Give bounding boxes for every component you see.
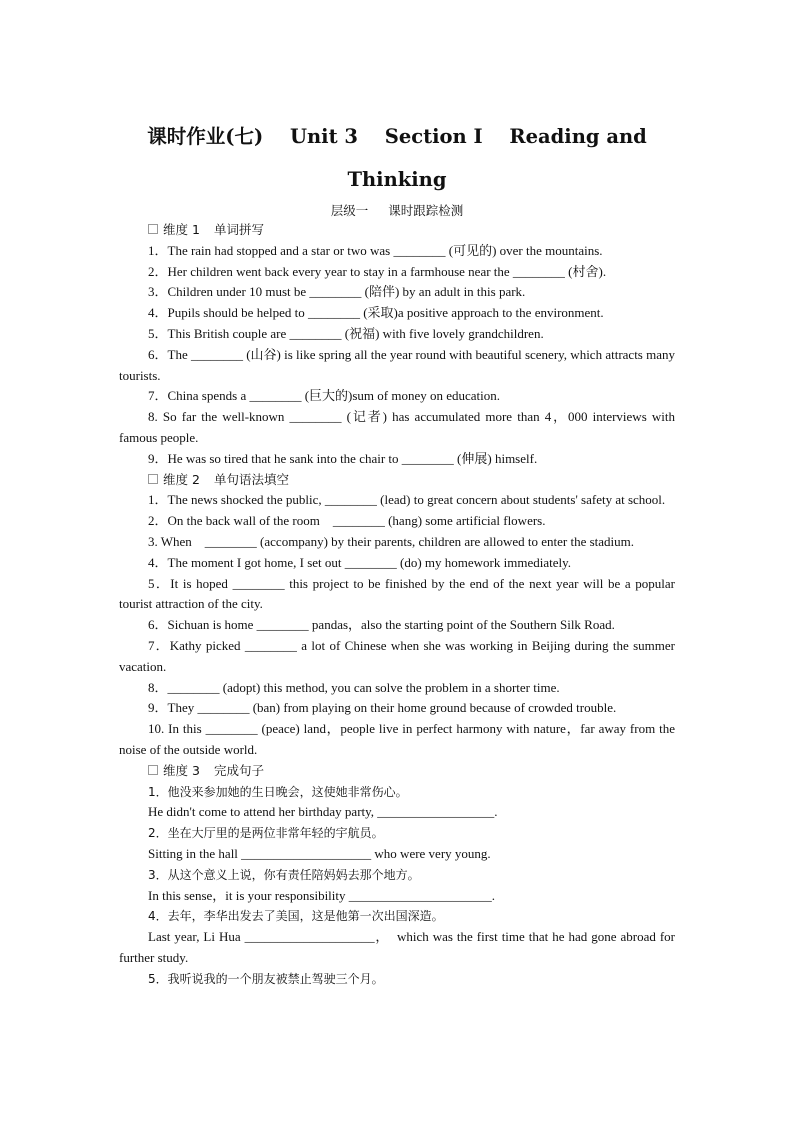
- question-item: 3. When ________ (accompany) by their parents, children are allowed to enter the stadium.: [148, 533, 635, 549]
- title-reading-and: Reading and: [509, 125, 647, 148]
- question-item: 4．Pupils should be helped to ________ (采取)a positive approach to the environment.: [148, 305, 604, 321]
- title-unit: Unit 3: [289, 125, 358, 148]
- question-item: 5．This British couple are ________ (祝福) with five lovely grandchildren.: [148, 325, 544, 341]
- section-label: 维度 1: [163, 222, 200, 237]
- checkbox-icon: [148, 224, 158, 234]
- question-item: 1．The news shocked the public, ________ (lead) to great concern about students' safety at school.: [148, 492, 666, 508]
- subtitle-name: 课时跟踪检测: [388, 203, 464, 218]
- subtitle-level: 层级一: [330, 203, 369, 218]
- question-item: 8. So far the well-known ________ (记者) has accumulated more than 4，000 interviews with famous people.: [119, 409, 675, 445]
- section-header: [119, 220, 675, 241]
- question-item: 10. In this ________ (peace) land，people live in perfect harmony with nature，far away from the noise of the outside world.: [119, 721, 675, 757]
- question-item: 4．The moment I got home, I set out ________ (do) my homework immediately.: [148, 554, 572, 570]
- chinese-prompt: 2．坐在大厅里的是两位非常年轻的宇航员。: [148, 826, 384, 841]
- section-name: 单句语法填空: [213, 471, 289, 487]
- chinese-prompt: 4．去年，李华出发去了美国，这是他第一次出国深造。: [148, 909, 444, 924]
- question-item: 1．The rain had stopped and a star or two was ________ (可见的) over the mountains.: [148, 242, 603, 258]
- english-sentence: He didn't come to attend her birthday party, __________________.: [148, 804, 498, 820]
- chinese-prompt: 1．他没来参加她的生日晚会，这使她非常伤心。: [148, 784, 408, 799]
- chinese-prompt: 3．从这个意义上说，你有责任陪妈妈去那个地方。: [148, 867, 420, 882]
- english-sentence: Sitting in the hall ____________________ who were very young.: [148, 845, 491, 861]
- chinese-prompt: 5．我听说我的一个朋友被禁止驾驶三个月。: [148, 971, 384, 986]
- question-item: 5．It is hoped ________ this project to be finished by the end of the next year will be a popular tourist attraction of the city.: [119, 575, 675, 612]
- title-homework-number: 课时作业(七): [147, 125, 264, 148]
- english-sentence: Last year, Li Hua ____________________， which was the first time that he had gone abroad for further study.: [119, 929, 679, 965]
- section-name: 完成句子: [213, 762, 264, 778]
- checkbox-icon: [148, 474, 158, 484]
- section-header: [119, 470, 675, 491]
- question-item: 9．He was so tired that he sank into the chair to ________ (伸展) himself.: [148, 450, 538, 466]
- title-thinking: Thinking: [347, 168, 447, 191]
- question-item: 6．Sichuan is home ________ pandas，also the starting point of the Southern Silk Road.: [148, 617, 615, 633]
- section-label: 维度 2: [163, 471, 200, 487]
- subtitle: [119, 202, 675, 220]
- question-item: 7．Kathy picked ________ a lot of Chinese when she was working in Beijing during the summer vacation.: [119, 637, 675, 674]
- title-section: Section Ⅰ: [384, 125, 483, 148]
- question-item: 8．________ (adopt) this method, you can solve the problem in a shorter time.: [148, 679, 560, 695]
- english-sentence: In this sense，it is your responsibility ______________________.: [148, 887, 496, 903]
- question-item: 2．On the back wall of the room ________ (hang) some artificial flowers.: [148, 513, 546, 529]
- question-item: 2．Her children went back every year to stay in a farmhouse near the ________ (村舍).: [148, 263, 607, 279]
- question-item: 7．China spends a ________ (巨大的)sum of money on education.: [148, 388, 501, 404]
- section-header: [119, 761, 675, 782]
- question-item: 9．They ________ (ban) from playing on their home ground because of crowded trouble.: [148, 700, 617, 716]
- section-name: 单词拼写: [213, 222, 264, 237]
- section-label: 维度 3: [163, 762, 200, 778]
- question-item: 6．The ________ (山谷) is like spring all the year round with beautiful scenery, which attracts many tourists.: [119, 346, 675, 383]
- checkbox-icon: [148, 765, 158, 775]
- document-body: [119, 220, 679, 989]
- page-title: [119, 115, 675, 201]
- question-item: 3．Children under 10 must be ________ (陪伴) by an adult in this park.: [148, 284, 526, 300]
